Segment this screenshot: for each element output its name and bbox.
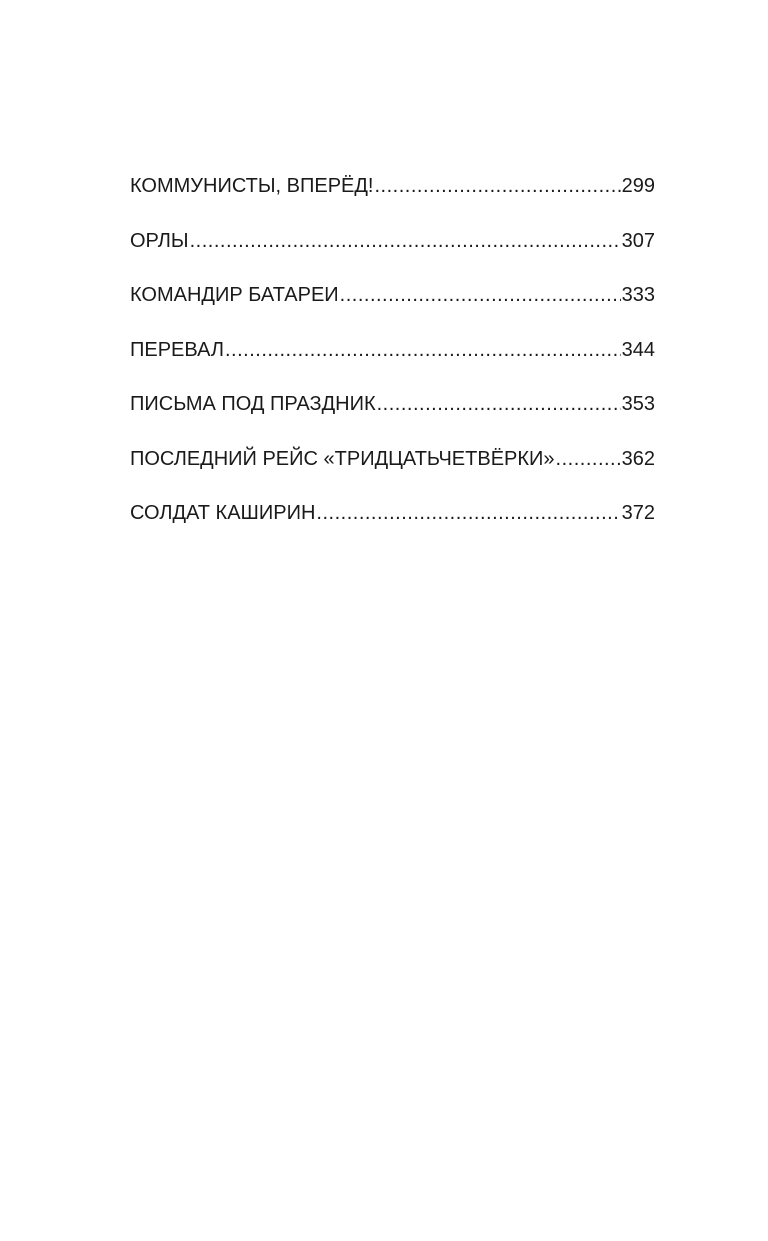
toc-entry-title: ОРЛЫ <box>130 229 189 252</box>
toc-leader-dots <box>225 335 621 365</box>
toc-entry-page: 344 <box>621 338 655 361</box>
table-of-contents <box>130 171 655 553</box>
toc-entry-title: СОЛДАТ КАШИРИН <box>130 502 316 524</box>
toc-entry-page: 307 <box>621 229 655 252</box>
toc-entry <box>130 335 655 390</box>
toc-entry-title: ПОСЛЕДНИЙ РЕЙС «ТРИДЦАТЬЧЕТВЁРКИ» <box>130 447 555 470</box>
toc-leader-dots <box>377 389 621 419</box>
toc-leader-dots <box>190 226 621 256</box>
toc-entry-page: 362 <box>621 447 655 470</box>
toc-leader-dots <box>556 444 621 474</box>
toc-entry-title: КОММУНИСТЫ, ВПЕРЁД! <box>130 175 374 197</box>
toc-entry-page: 372 <box>621 502 655 524</box>
toc-entry-title: КОМАНДИР БАТАРЕИ <box>130 284 339 306</box>
toc-entry <box>130 389 655 444</box>
toc-entry-title: ПЕРЕВАЛ <box>130 338 224 361</box>
toc-entry-page: 333 <box>621 284 655 306</box>
toc-entry <box>130 226 655 281</box>
toc-leader-dots <box>316 498 620 528</box>
toc-entry <box>130 498 655 553</box>
toc-entry-page: 299 <box>621 175 655 197</box>
toc-entry-page: 353 <box>621 393 655 415</box>
toc-entry <box>130 171 655 226</box>
toc-entry <box>130 444 655 499</box>
toc-entry-title: ПИСЬМА ПОД ПРАЗДНИК <box>130 393 376 415</box>
toc-leader-dots <box>375 171 621 201</box>
toc-leader-dots <box>340 280 621 310</box>
toc-entry <box>130 280 655 335</box>
